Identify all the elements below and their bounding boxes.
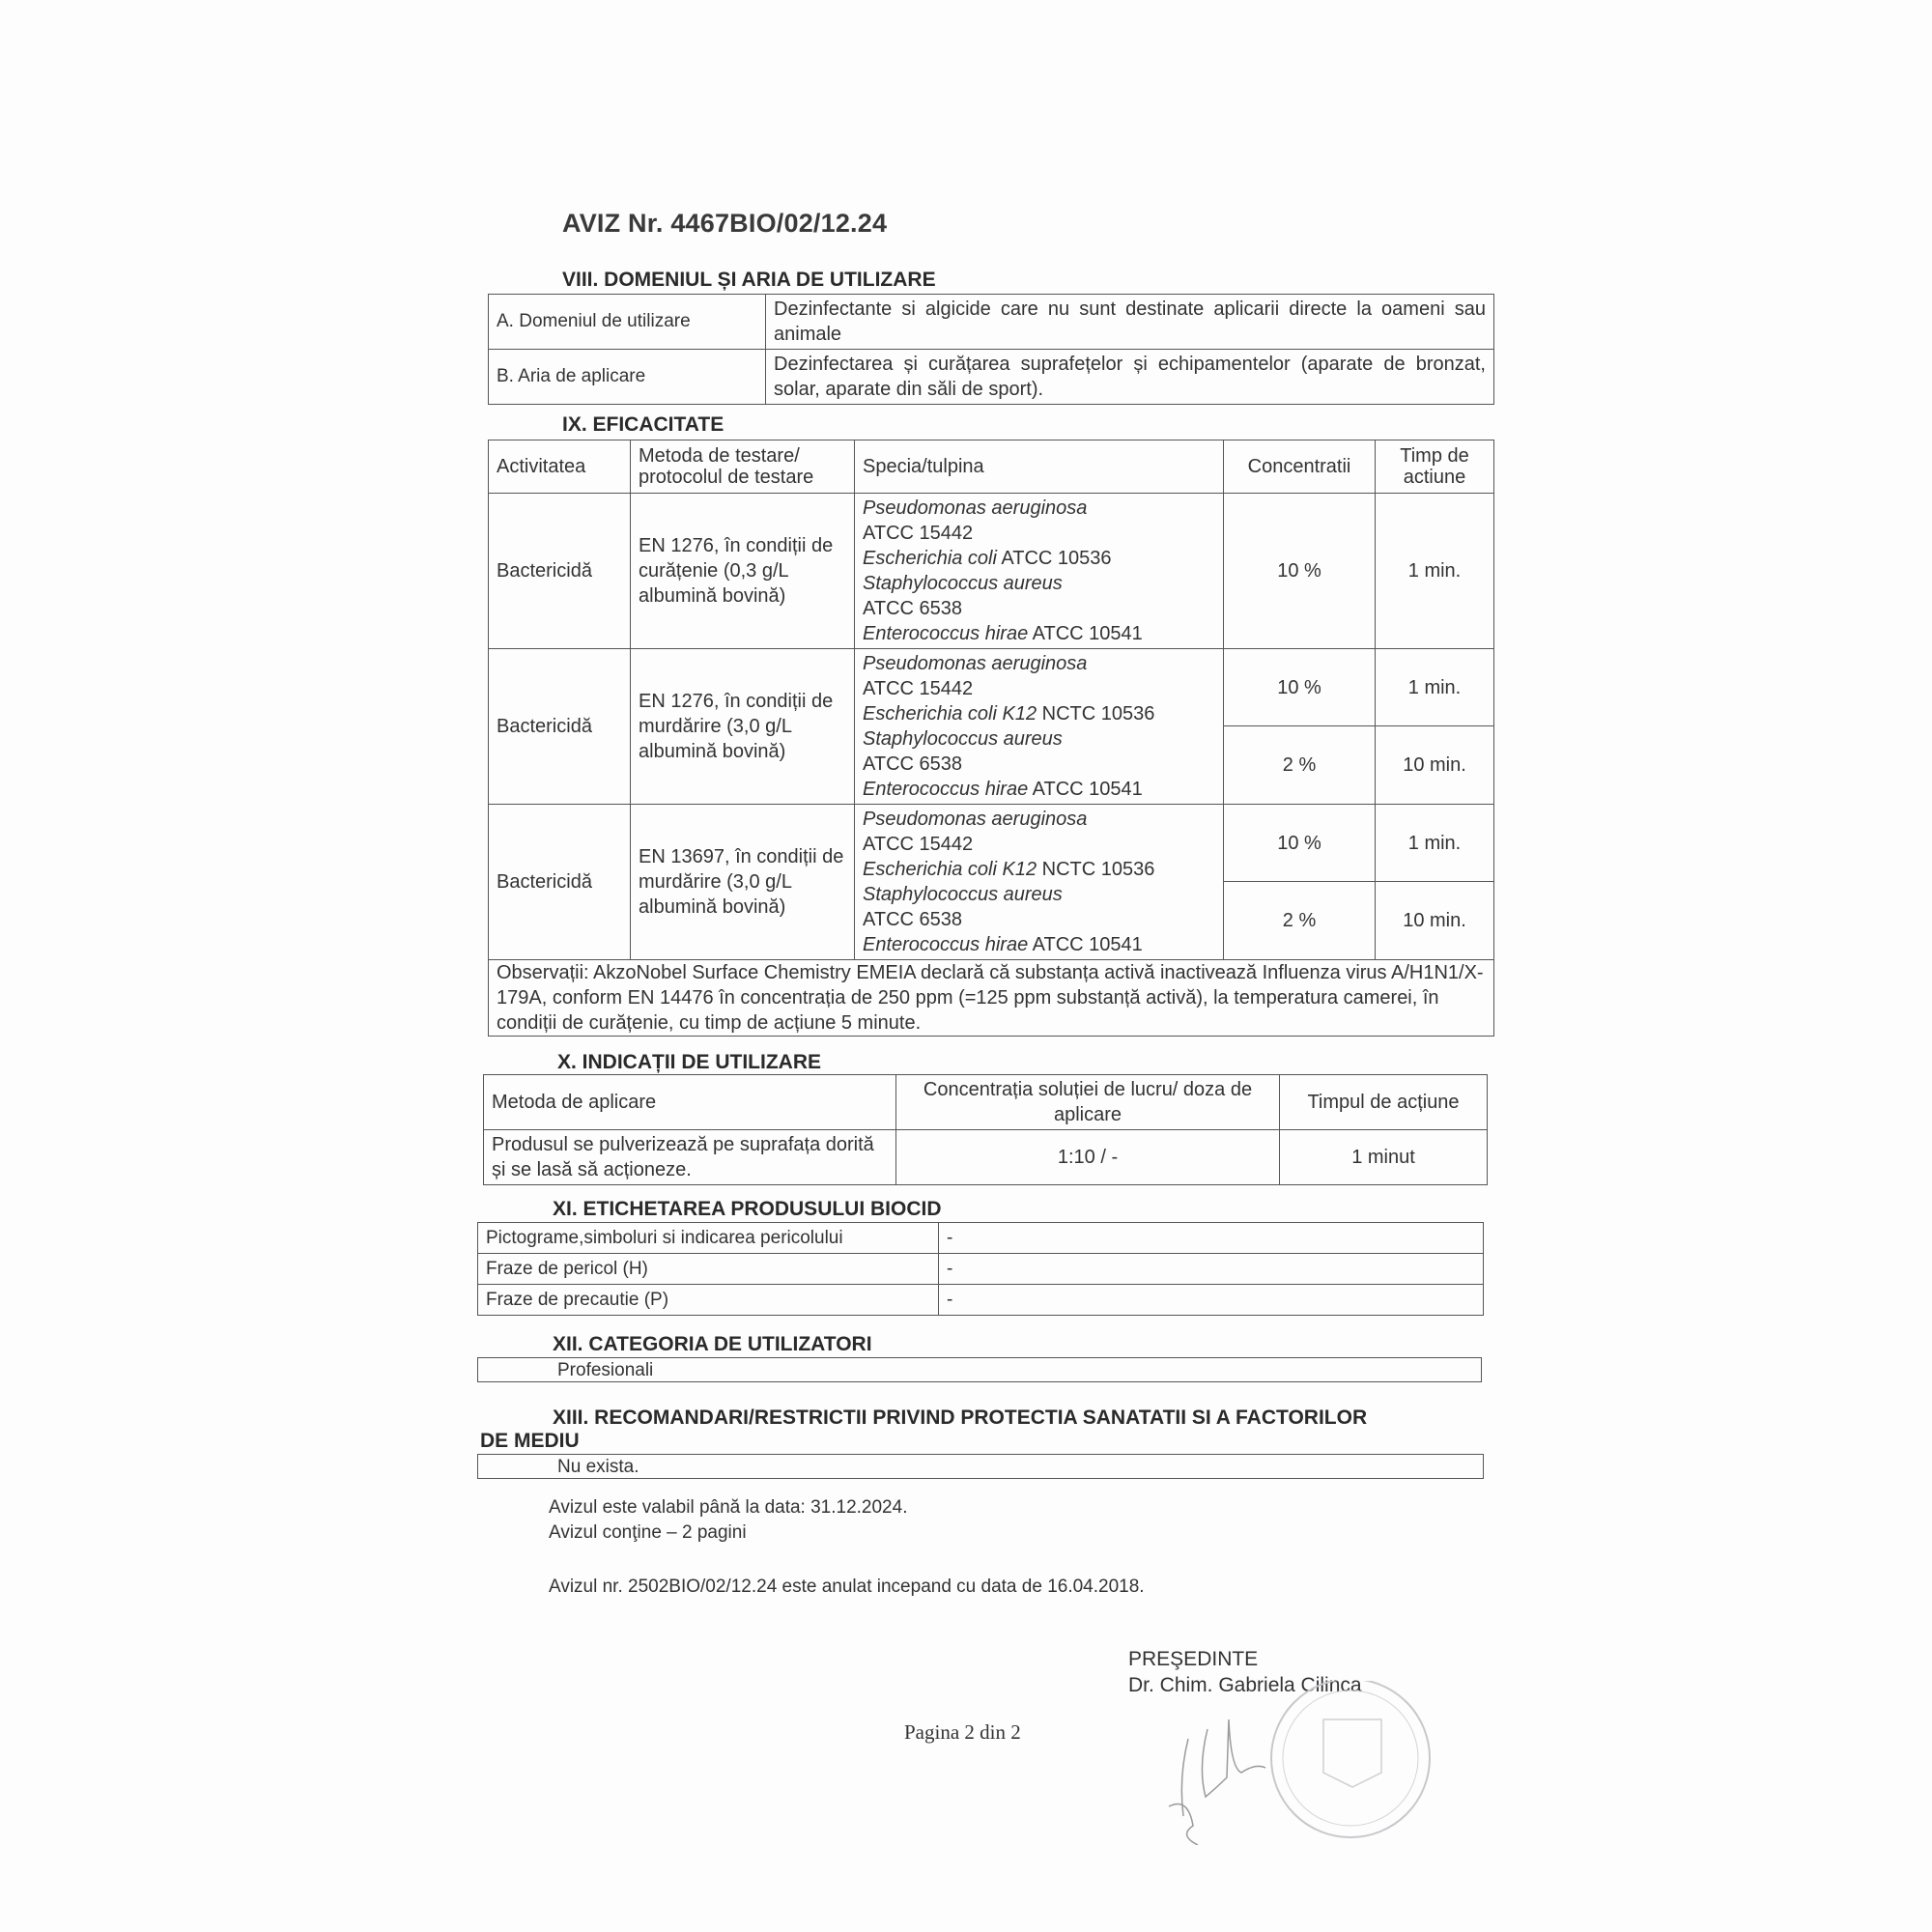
usage-instructions-table [483, 1074, 1488, 1185]
method-cell: EN 1276, în condiții de curățenie (0,3 g/L albumină bovină) [631, 494, 855, 649]
concentration-cell: 1:10 / - [896, 1130, 1280, 1185]
method-cell: EN 1276, în condiții de murdărire (3,0 g/L albumină bovină) [631, 649, 855, 805]
header-method: Metoda de testare/ protocolul de testare [631, 440, 855, 494]
row-label: B. Aria de aplicare [489, 350, 766, 405]
user-category-box: Profesionali [477, 1357, 1482, 1382]
efficacy-table [488, 440, 1494, 1037]
table-row [489, 494, 1494, 649]
header-activity: Activitatea [489, 440, 631, 494]
species-cell: Pseudomonas aeruginosa ATCC 15442 Escherichia coli K12 NCTC 10536 Staphylococcus aureus ATCC 6538 Enterococcus hirae ATCC 10541 [855, 649, 1224, 805]
pages-text: Avizul conţine – 2 pagini [549, 1522, 747, 1543]
section-xii-heading: XII. CATEGORIA DE UTILIZATORI [553, 1333, 872, 1355]
concentration-cell: 2 % [1224, 726, 1376, 805]
row-label: A. Domeniul de utilizare [489, 295, 766, 350]
header-concentration: Concentrația soluției de lucru/ doza de aplicare [896, 1075, 1280, 1130]
table-row [484, 1130, 1488, 1185]
table-row [489, 350, 1494, 405]
labeling-table [477, 1222, 1484, 1316]
section-ix-heading: IX. EFICACITATE [562, 413, 724, 436]
section-viii-heading: VIII. DOMENIUL ȘI ARIA DE UTILIZARE [562, 269, 936, 291]
activity-cell: Bactericidă [489, 494, 631, 649]
table-header-row [489, 440, 1494, 494]
method-cell: EN 13697, în condiții de murdărire (3,0 g/L albumină bovină) [631, 805, 855, 960]
header-species: Specia/tulpina [855, 440, 1224, 494]
concentration-cell: 2 % [1224, 882, 1376, 960]
species-cell: Pseudomonas aeruginosa ATCC 15442 Escherichia coli K12 NCTC 10536 Staphylococcus aureus ATCC 6538 Enterococcus hirae ATCC 10541 [855, 805, 1224, 960]
signatory-name: Dr. Chim. Gabriela Cilinca [1128, 1674, 1362, 1696]
usage-domain-table [488, 294, 1494, 405]
cancellation-text: Avizul nr. 2502BIO/02/12.24 este anulat incepand cu data de 16.04.2018. [549, 1577, 1145, 1597]
observations-row [489, 960, 1494, 1037]
signatory-title: PREŞEDINTE [1128, 1648, 1259, 1670]
section-xi-heading: XI. ETICHETAREA PRODUSULUI BIOCID [553, 1198, 942, 1220]
observations-cell: Observații: AkzoNobel Surface Chemistry EMEIA declară că substanța activă inactivează Influenza virus A/H1N1/X-179A, conform EN 14476 în concentrația de 250 ppm (=125 ppm substanță activă), la temperatura camerei, în condiții de curățenie, cu timp de acțiune 5 minute. [489, 960, 1494, 1037]
header-method: Metoda de aplicare [484, 1075, 896, 1130]
concentration-cell: 10 % [1224, 805, 1376, 882]
section-xiii-heading-cont: DE MEDIU [480, 1430, 580, 1452]
signature-stamp-icon [1150, 1681, 1439, 1845]
validity-text: Avizul este valabil până la data: 31.12.2024. [549, 1497, 908, 1518]
row-value: - [939, 1254, 1484, 1285]
row-value: - [939, 1285, 1484, 1316]
table-row [489, 295, 1494, 350]
time-cell: 1 min. [1376, 805, 1494, 882]
time-cell: 1 min. [1376, 494, 1494, 649]
section-x-heading: X. INDICAȚII DE UTILIZARE [557, 1051, 821, 1073]
time-cell: 10 min. [1376, 882, 1494, 960]
row-label: Fraze de pericol (H) [478, 1254, 939, 1285]
method-cell: Produsul se pulverizează pe suprafața dorită și se lasă să acționeze. [484, 1130, 896, 1185]
table-row [489, 805, 1494, 882]
row-value: Dezinfectarea și curățarea suprafețelor și echipamentelor (aparate de bronzat, solar, aparate din săli de sport). [766, 350, 1494, 405]
recommendations-box: Nu exista. [477, 1454, 1484, 1479]
page-number: Pagina 2 din 2 [904, 1720, 1021, 1744]
header-time: Timpul de acțiune [1280, 1075, 1488, 1130]
row-label: Fraze de precautie (P) [478, 1285, 939, 1316]
time-cell: 1 minut [1280, 1130, 1488, 1185]
time-cell: 1 min. [1376, 649, 1494, 726]
table-row [478, 1223, 1484, 1254]
table-row [478, 1285, 1484, 1316]
header-concentration: Concentratii [1224, 440, 1376, 494]
section-xiii-heading: XIII. RECOMANDARI/RESTRICTII PRIVIND PROTECTIA SANATATII SI A FACTORILOR [553, 1406, 1368, 1429]
header-time: Timp de actiune [1376, 440, 1494, 494]
row-label: Pictograme,simboluri si indicarea pericolului [478, 1223, 939, 1254]
table-row [489, 649, 1494, 726]
activity-cell: Bactericidă [489, 649, 631, 805]
row-value: - [939, 1223, 1484, 1254]
table-row [478, 1254, 1484, 1285]
time-cell: 10 min. [1376, 726, 1494, 805]
row-value: Dezinfectante si algicide care nu sunt destinate aplicarii directe la oameni sau animale [766, 295, 1494, 350]
table-header-row [484, 1075, 1488, 1130]
concentration-cell: 10 % [1224, 649, 1376, 726]
species-cell: Pseudomonas aeruginosa ATCC 15442 Escherichia coli ATCC 10536 Staphylococcus aureus ATCC 6538 Enterococcus hirae ATCC 10541 [855, 494, 1224, 649]
activity-cell: Bactericidă [489, 805, 631, 960]
concentration-cell: 10 % [1224, 494, 1376, 649]
document-title: AVIZ Nr. 4467BIO/02/12.24 [562, 209, 888, 238]
